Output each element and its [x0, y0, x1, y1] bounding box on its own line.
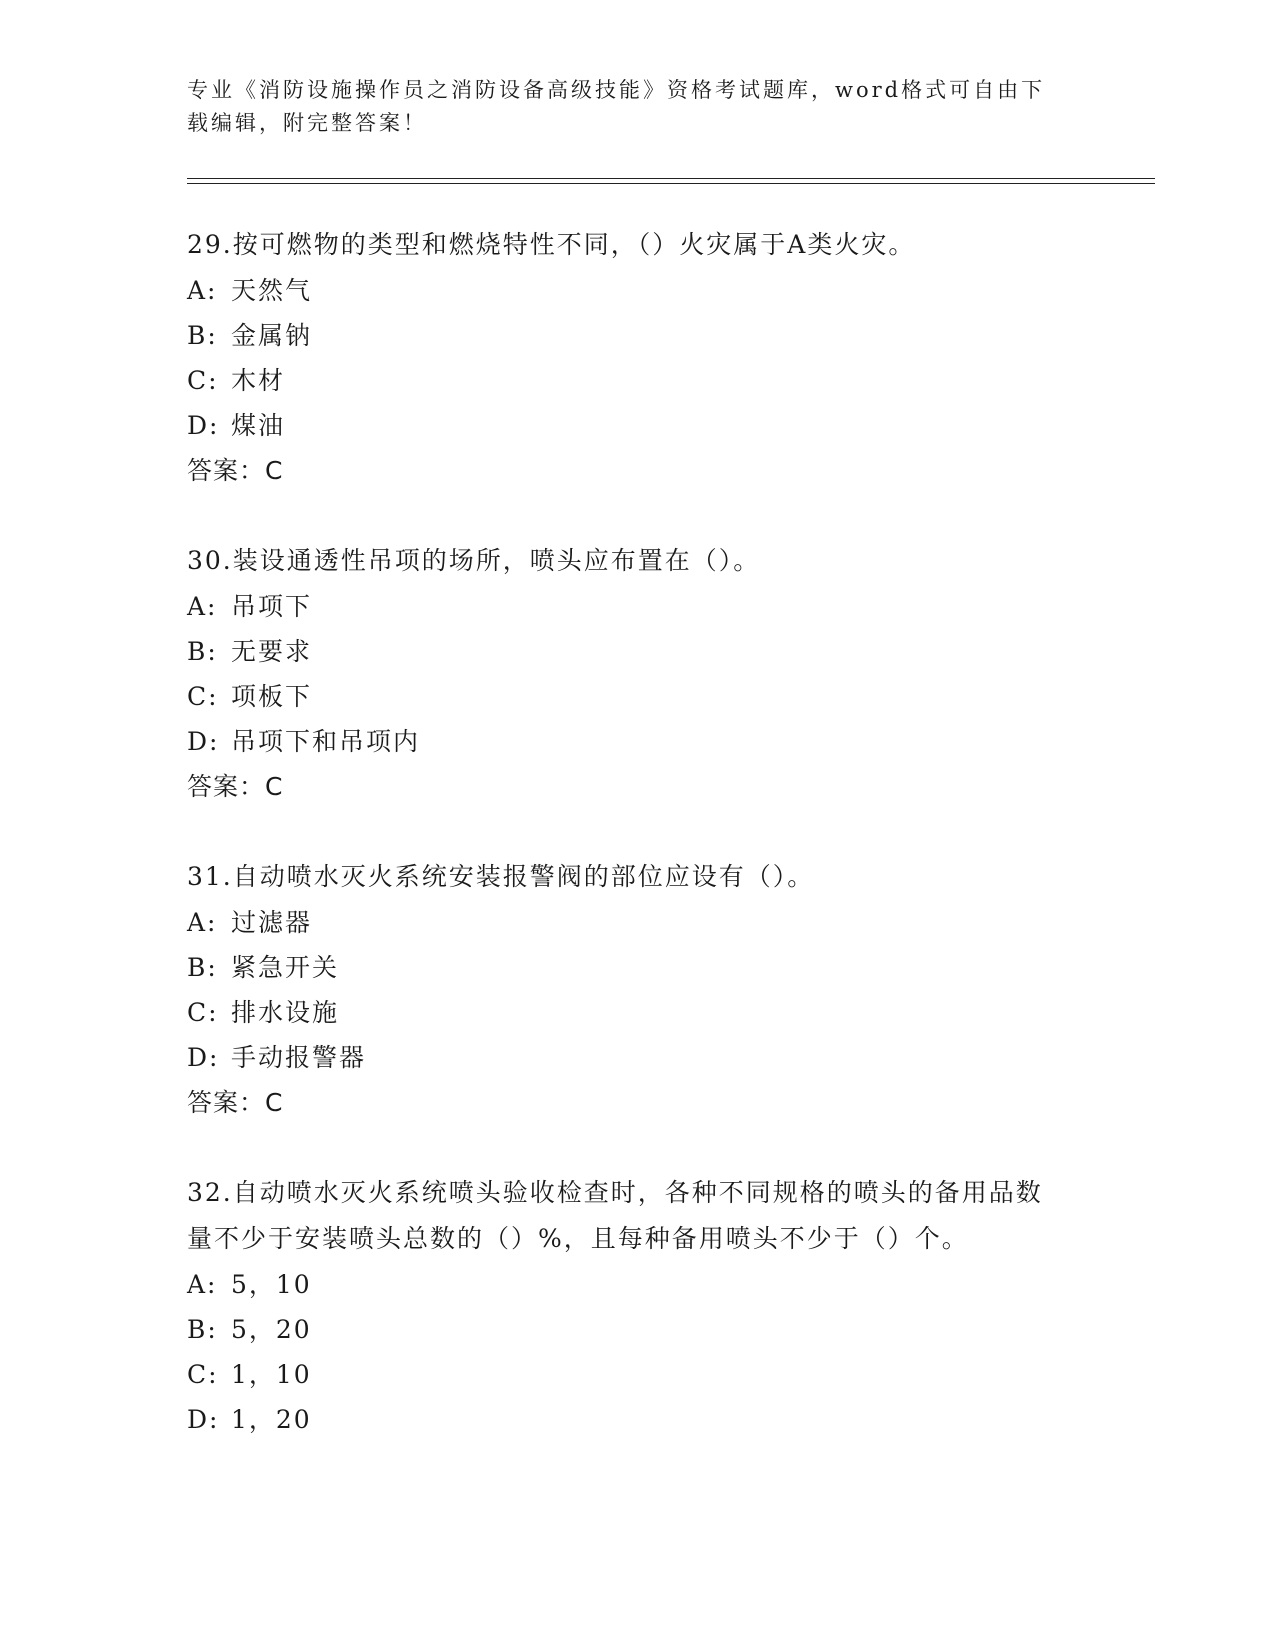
option-text: 1，20	[231, 1405, 312, 1434]
option-text: 排水设施	[231, 998, 340, 1027]
option-key: B:	[187, 321, 218, 350]
question-stem: 30.装设通透性吊项的场所，喷头应布置在（）。	[187, 546, 761, 575]
option-b	[187, 1307, 1067, 1352]
header-divider-bottom	[187, 183, 1155, 184]
option-text: 过滤器	[231, 908, 313, 937]
option-key: D:	[187, 1043, 220, 1072]
option-key: B:	[187, 953, 218, 982]
option-a	[187, 900, 1087, 945]
option-text: 紧急开关	[231, 953, 340, 982]
option-a	[187, 268, 1087, 313]
option-text: 木材	[231, 366, 286, 395]
option-c	[187, 1352, 1067, 1397]
option-text: 手动报警器	[231, 1043, 367, 1072]
option-text: 1，10	[231, 1360, 312, 1389]
option-key: C:	[187, 366, 219, 395]
option-key: D:	[187, 727, 220, 756]
question-29	[187, 222, 1087, 494]
document-header: 专业《消防设施操作员之消防设备高级技能》资格考试题库，word格式可自由下载编辑，附完整答案！	[187, 78, 1046, 135]
option-key: D:	[187, 1405, 220, 1434]
question-30	[187, 538, 1087, 810]
option-key: C:	[187, 1360, 219, 1389]
option-text: 5，20	[231, 1315, 312, 1344]
option-text: 项板下	[231, 682, 313, 711]
question-stem: 32.自动喷水灭火系统喷头验收检查时，各种不同规格的喷头的备用品数量不少于安装喷头总数的（）%，且每种备用喷头不少于（）个。	[187, 1178, 1043, 1253]
option-c	[187, 674, 1087, 719]
option-key: D:	[187, 411, 220, 440]
option-key: B:	[187, 1315, 218, 1344]
option-key: C:	[187, 682, 219, 711]
option-text: 天然气	[231, 276, 313, 305]
answer-line: 答案：C	[187, 1088, 284, 1117]
option-text: 5，10	[231, 1270, 312, 1299]
question-31	[187, 854, 1087, 1126]
option-text: 煤油	[231, 411, 286, 440]
question-32	[187, 1170, 1067, 1442]
option-d	[187, 719, 1087, 764]
option-key: A:	[187, 592, 218, 621]
question-stem: 29.按可燃物的类型和燃烧特性不同，（）火灾属于A类火灾。	[187, 230, 916, 259]
option-text: 金属钠	[231, 321, 313, 350]
option-b	[187, 313, 1087, 358]
option-c	[187, 358, 1087, 403]
option-b	[187, 945, 1087, 990]
option-text: 吊项下	[231, 592, 313, 621]
option-text: 吊项下和吊项内	[231, 727, 421, 756]
option-a	[187, 1262, 1067, 1307]
option-key: B:	[187, 637, 218, 666]
answer-line: 答案：C	[187, 772, 284, 801]
answer-line: 答案：C	[187, 456, 284, 485]
option-key: A:	[187, 908, 218, 937]
question-stem: 31.自动喷水灭火系统安装报警阀的部位应设有（）。	[187, 862, 815, 891]
option-key: C:	[187, 998, 219, 1027]
option-a	[187, 584, 1087, 629]
option-key: A:	[187, 276, 218, 305]
option-c	[187, 990, 1087, 1035]
option-text: 无要求	[231, 637, 313, 666]
option-d	[187, 1397, 1067, 1442]
option-b	[187, 629, 1087, 674]
option-d	[187, 1035, 1087, 1080]
option-key: A:	[187, 1270, 218, 1299]
option-d	[187, 403, 1087, 448]
header-divider-top	[187, 178, 1155, 179]
